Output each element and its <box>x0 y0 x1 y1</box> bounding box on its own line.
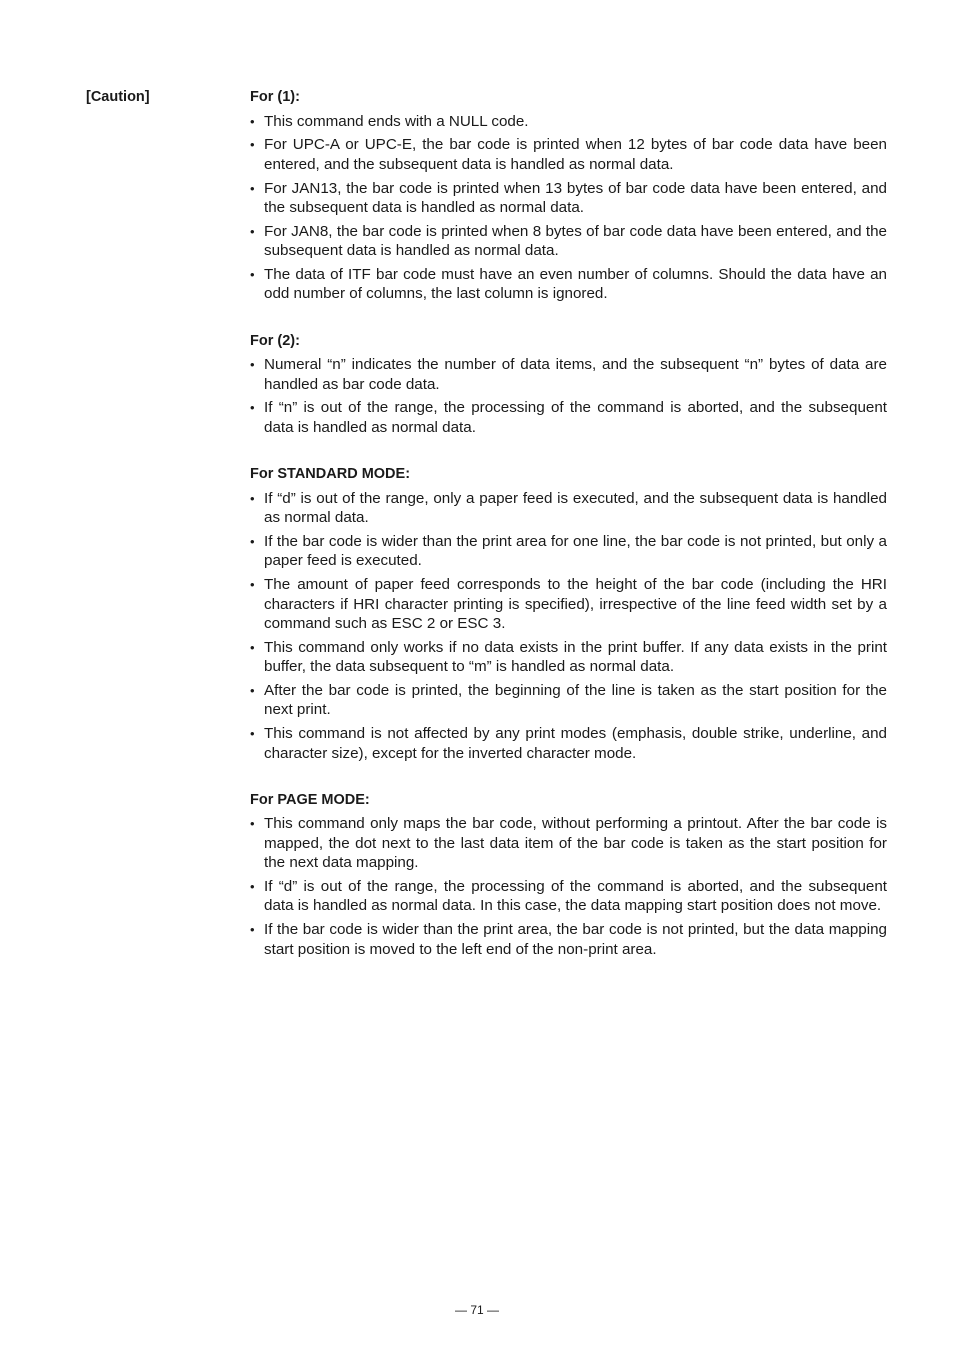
bullet-item: • For JAN8, the bar code is printed when 8 bytes of bar code data have been entered, and the subsequent data is handled as normal data. <box>250 222 887 261</box>
bullet-list <box>250 489 887 763</box>
bullet-item: • This command ends with a NULL code. <box>250 112 887 131</box>
caution-label: [Caution] <box>86 89 150 105</box>
bullet-item: • The data of ITF bar code must have an even number of columns. Should the data have an odd number of columns, the last column is ignored. <box>250 265 887 304</box>
bullet-item: • This command only works if no data exists in the print buffer. If any data exists in the print buffer, the data subsequent to “m” is handled as normal data. <box>250 638 887 677</box>
bullet-item: • This command only maps the bar code, without performing a printout. After the bar code is mapped, the dot next to the last data item of the bar code is taken as the start position for the next data mapping. <box>250 814 887 872</box>
bullet-item: • Numeral “n” indicates the number of data items, and the subsequent “n” bytes of data are handled as bar code data. <box>250 355 887 394</box>
bullet-item: • This command is not affected by any print modes (emphasis, double strike, underline, and character size), except for the inverted character mode. <box>250 724 887 763</box>
section-heading: For PAGE MODE: <box>250 791 370 808</box>
bullet-item: • If “d” is out of the range, only a paper feed is executed, and the subsequent data is handled as normal data. <box>250 489 887 528</box>
bullet-item: • If “n” is out of the range, the processing of the command is aborted, and the subsequent data is handled as normal data. <box>250 398 887 437</box>
section-page-mode <box>250 791 887 959</box>
section-for-1 <box>250 88 887 304</box>
page-number: — 71 — <box>454 1303 499 1317</box>
bullet-item: • After the bar code is printed, the beginning of the line is taken as the start position for the next print. <box>250 681 887 720</box>
bullet-item: • For UPC-A or UPC-E, the bar code is printed when 12 bytes of bar code data have been entered, and the subsequent data is handled as normal data. <box>250 135 887 174</box>
section-standard-mode <box>250 465 887 763</box>
bullet-list <box>250 814 887 959</box>
section-heading: For (1): <box>250 89 300 105</box>
bullet-item: • If the bar code is wider than the print area for one line, the bar code is not printed, but only a paper feed is executed. <box>250 532 887 571</box>
bullet-list <box>250 355 887 437</box>
bullet-item: • For JAN13, the bar code is printed when 13 bytes of bar code data have been entered, and the subsequent data is handled as normal data. <box>250 179 887 218</box>
section-heading: For STANDARD MODE: <box>250 466 411 483</box>
section-heading: For (2): <box>250 332 300 349</box>
caution-content <box>250 88 887 987</box>
bullet-item: • The amount of paper feed corresponds to the height of the bar code (including the HRI characters if HRI character printing is specified), irrespective of the line feed width set by a command such as ESC 2 or ESC 3. <box>250 575 887 633</box>
section-for-2 <box>250 332 887 438</box>
bullet-item: • If the bar code is wider than the print area, the bar code is not printed, but the data mapping start position is moved to the left end of the non-print area. <box>250 920 887 959</box>
bullet-item: • If “d” is out of the range, the processing of the command is aborted, and the subsequent data is handled as normal data. In this case, the data mapping start position does not move. <box>250 877 887 916</box>
bullet-list <box>250 112 887 304</box>
